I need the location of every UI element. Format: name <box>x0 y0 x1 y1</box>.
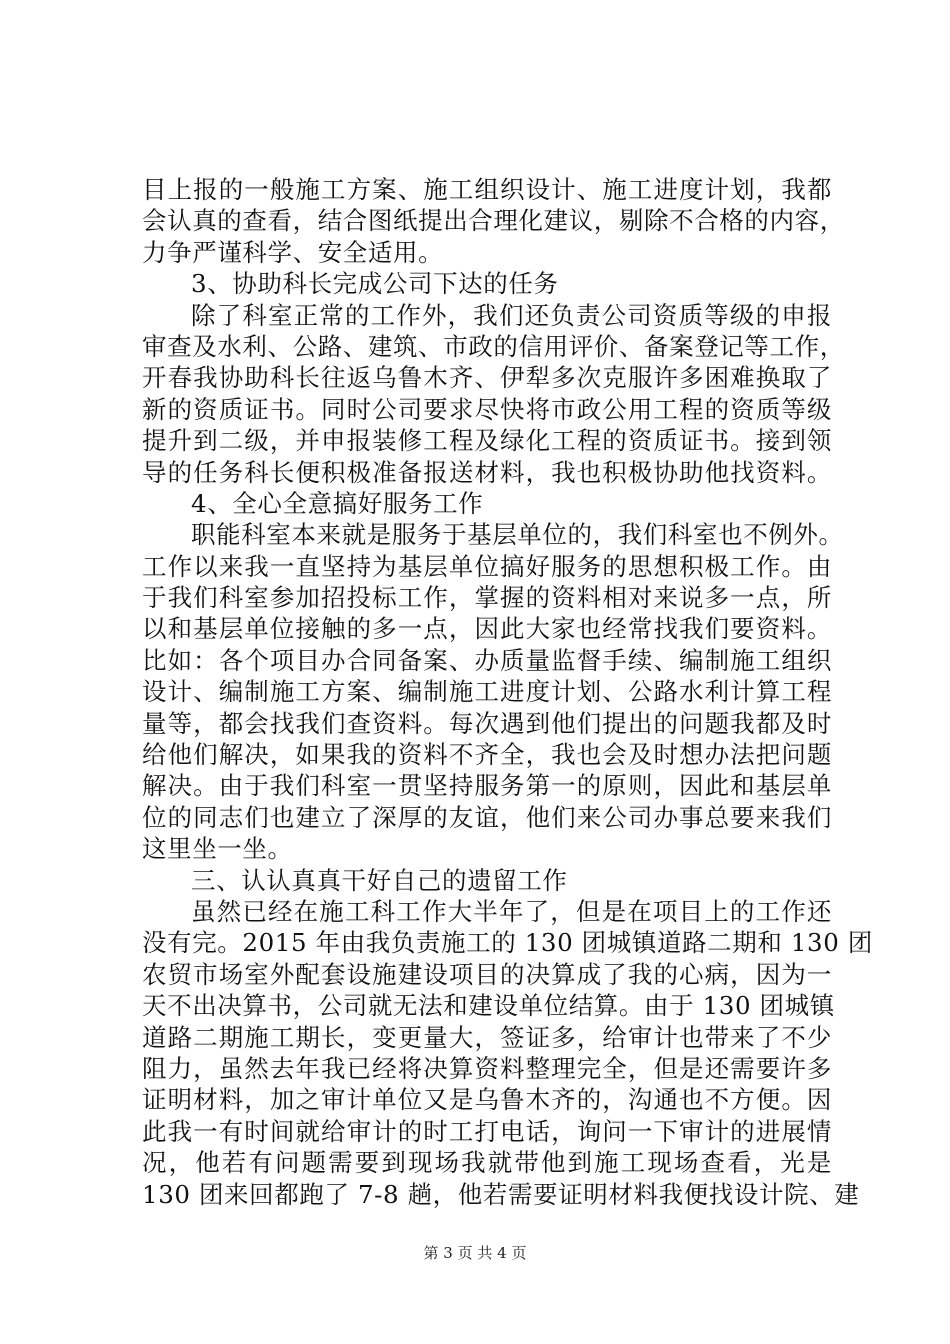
text-line: 新的资质证书。同时公司要求尽快将市政公用工程的资质等级 <box>142 394 832 424</box>
text-line: 除了科室正常的工作外，我们还负责公司资质等级的申报 <box>191 300 832 330</box>
text-line: 况，他若有问题需要到现场我就带他到施工现场查看，光是 <box>142 1148 832 1178</box>
text-line: 农贸市场室外配套设施建设项目的决算成了我的心病，因为一 <box>142 959 832 989</box>
text-line: 以和基层单位接触的多一点，因此大家也经常找我们要资料。 <box>142 614 832 644</box>
text-line: 解决。由于我们科室一贯坚持服务第一的原则，因此和基层单 <box>142 771 832 801</box>
text-line: 量等，都会找我们查资料。每次遇到他们提出的问题我都及时 <box>142 708 832 738</box>
text-line: 目上报的一般施工方案、施工组织设计、施工进度计划，我都 <box>142 175 832 204</box>
text-line: 三、认认真真干好自己的遗留工作 <box>191 865 568 895</box>
text-line: 此我一有时间就给审计的时工打电话，询问一下审计的进展情 <box>142 1116 832 1146</box>
text-line: 给他们解决，如果我的资料不齐全，我也会及时想办法把问题 <box>142 740 832 770</box>
text-line: 提升到二级，并申报装修工程及绿化工程的资质证书。接到领 <box>142 426 832 456</box>
text-line: 力争严谨科学、安全适用。 <box>142 237 444 267</box>
text-line: 这里坐一坐。 <box>142 834 293 864</box>
text-line: 3、协助科长完成公司下达的任务 <box>191 269 559 299</box>
text-line: 证明材料，加之审计单位又是乌鲁木齐的，沟通也不方便。因 <box>142 1085 832 1115</box>
text-line: 没有完。2015 年由我负责施工的 130 团城镇道路二期和 130 团 <box>142 928 873 958</box>
text-line: 阻力，虽然去年我已经将决算资料整理完全，但是还需要许多 <box>142 1053 832 1083</box>
text-line: 工作以来我一直坚持为基层单位搞好服务的思想积极工作。由 <box>142 551 832 581</box>
document-body <box>142 174 873 1210</box>
text-line: 4、全心全意搞好服务工作 <box>191 488 484 518</box>
text-line: 天不出决算书，公司就无法和建设单位结算。由于 130 团城镇 <box>142 991 835 1021</box>
text-line: 虽然已经在施工科工作大半年了，但是在项目上的工作还 <box>191 896 832 926</box>
page-footer: 第 3 页 共 4 页 <box>423 1244 527 1262</box>
text-line: 审查及水利、公路、建筑、市政的信用评价、备案登记等工作， <box>142 331 845 361</box>
text-line: 位的同志们也建立了深厚的友谊，他们来公司办事总要来我们 <box>142 802 832 832</box>
text-line: 于我们科室参加招投标工作，掌握的资料相对来说多一点，所 <box>142 583 832 613</box>
text-line: 比如：各个项目办合同备案、办质量监督手续、编制施工组织 <box>142 645 832 675</box>
text-line: 设计、编制施工方案、编制施工进度计划、公路水利计算工程 <box>142 677 832 707</box>
text-line: 开春我协助科长往返乌鲁木齐、伊犁多次克服许多困难换取了 <box>142 363 832 393</box>
text-line: 导的任务科长便积极准备报送材料，我也积极协助他找资料。 <box>142 457 832 487</box>
text-line: 130 团来回都跑了 7-8 趟，他若需要证明材料我便找设计院、建 <box>142 1179 860 1209</box>
text-line: 道路二期施工期长，变更量大，签证多，给审计也带来了不少 <box>142 1022 832 1052</box>
text-line: 会认真的查看，结合图纸提出合理化建议，剔除不合格的内容， <box>142 206 845 236</box>
text-line: 职能科室本来就是服务于基层单位的，我们科室也不例外。 <box>191 520 844 550</box>
